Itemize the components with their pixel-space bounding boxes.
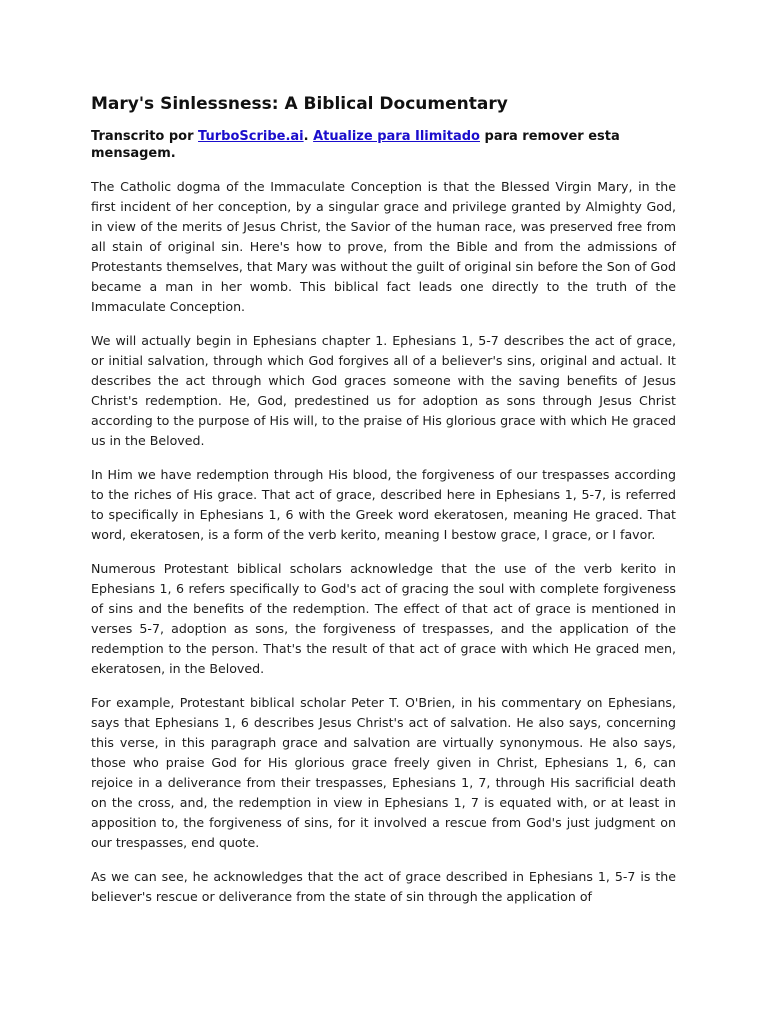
paragraph: We will actually begin in Ephesians chapter 1. Ephesians 1, 5-7 describes the act of grace, or initial salvation, through which God forgives all of a believer's sins, original and actual. It describes the act through which God graces someone with the saving benefits of Jesus Christ's redemption. He, God, predestined us for adoption as sons through Jesus Christ according to the purpose of His will, to the praise of His glorious grace with which He graced us in the Beloved. <box>91 333 676 448</box>
notice-separator: . <box>303 129 314 144</box>
notice-prefix: Transcrito por <box>91 129 199 144</box>
notice-suffix: para remover esta mensagem. <box>91 129 620 161</box>
paragraph: The Catholic dogma of the Immaculate Conception is that the Blessed Virgin Mary, in the first incident of her conception, by a singular grace and privilege granted by Almighty God, in view of the merits of Jesus Christ, the Savior of the human race, was preserved free from all stain of original sin. Here's how to prove, from the Bible and from the admissions of Protestants themselves, that Mary was without the guilt of original sin before the Son of God became a man in her womb. This biblical fact leads one directly to the truth of the Immaculate Conception. <box>91 179 676 314</box>
upgrade-link[interactable]: Atualize para Ilimitado <box>313 129 480 144</box>
paragraph: For example, Protestant biblical scholar Peter T. O'Brien, in his commentary on Ephesians, says that Ephesians 1, 6 describes Jesus Christ's act of salvation. He also says, concerning this verse, in this paragraph grace and salvation are virtually synonymous. He also says, those who praise God for His glorious grace freely given in Christ, Ephesians 1, 6, can rejoice in a deliverance from their trespasses, Ephesians 1, 7, through His sacrificial death on the cross, and, the redemption in view in Ephesians 1, 7 is equated with, or at least in apposition to, the forgiveness of sins, for it involved a rescue from God's just judgment on our trespasses, end quote. <box>91 695 676 850</box>
transcription-notice <box>91 128 676 162</box>
document-page <box>91 92 676 921</box>
paragraph: In Him we have redemption through His blood, the forgiveness of our trespasses according to the riches of His grace. That act of grace, described here in Ephesians 1, 5-7, is referred to specifically in Ephesians 1, 6 with the Greek word ekeratosen, meaning He graced. That word, ekeratosen, is a form of the verb kerito, meaning I bestow grace, I grace, or I favor. <box>91 467 676 542</box>
paragraph: Numerous Protestant biblical scholars acknowledge that the use of the verb kerito in Ephesians 1, 6 refers specifically to God's act of gracing the soul with complete forgiveness of sins and the benefits of the redemption. The effect of that act of grace is mentioned in verses 5-7, adoption as sons, the forgiveness of trespasses, and the application of the redemption to the person. That's the result of that act of grace with which He graced men, ekeratosen, in the Beloved. <box>91 561 676 676</box>
turboscribe-link[interactable]: TurboScribe.ai <box>198 129 304 144</box>
document-title: Mary's Sinlessness: A Biblical Documentary <box>91 94 508 114</box>
paragraph: As we can see, he acknowledges that the act of grace described in Ephesians 1, 5-7 is the believer's rescue or deliverance from the state of sin through the application of <box>91 869 676 904</box>
